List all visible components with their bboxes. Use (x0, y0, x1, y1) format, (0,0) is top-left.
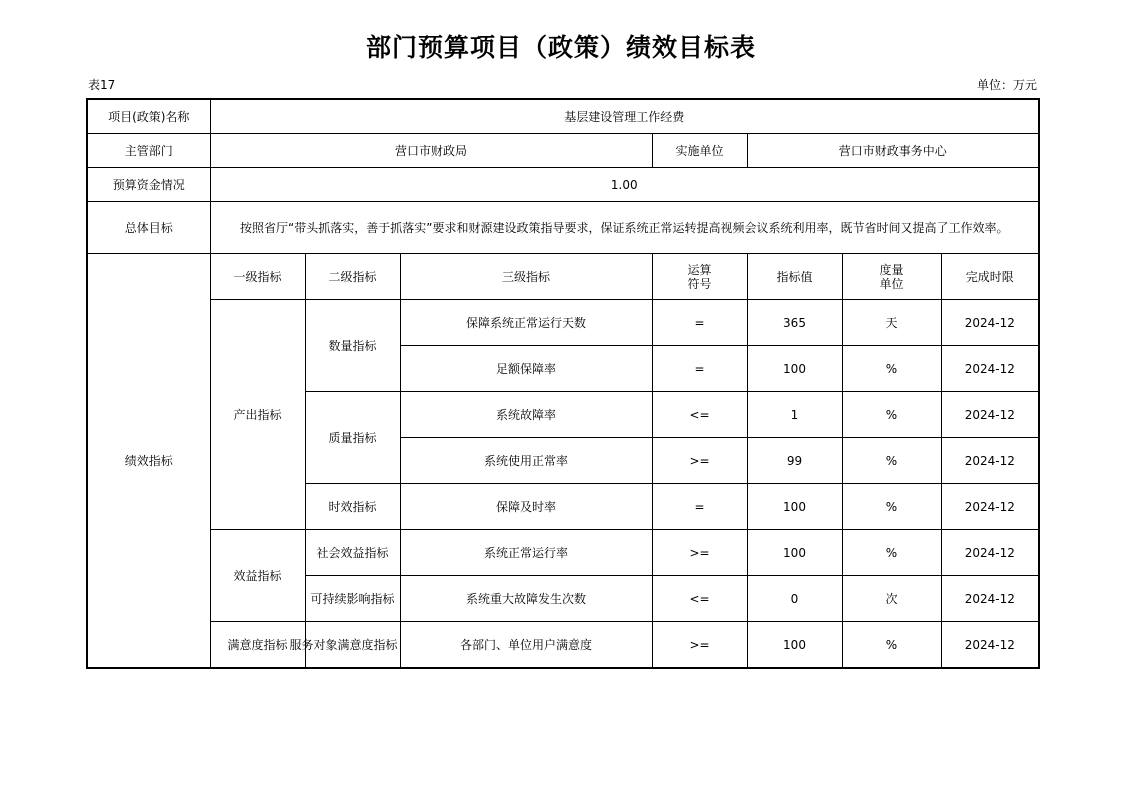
indicator-deadline: 2024-12 (941, 392, 1039, 438)
indicator-operator: >= (652, 530, 747, 576)
indicator-unit: 次 (842, 576, 941, 622)
unit-label: 单位：万元 (976, 78, 1037, 92)
header-operator-line2: 符号 (687, 276, 712, 291)
indicator-unit: % (842, 392, 941, 438)
budget-label: 预算资金情况 (87, 168, 210, 202)
level2-quality: 质量指标 (305, 392, 400, 484)
budget-value: 1.00 (210, 168, 1039, 202)
header-operator (652, 254, 747, 300)
indicator-unit: 天 (842, 300, 941, 346)
indicator-deadline: 2024-12 (941, 576, 1039, 622)
header-unit-line2: 单位 (879, 276, 904, 291)
indicator-name: 系统故障率 (400, 392, 652, 438)
header-level3: 三级指标 (400, 254, 652, 300)
indicator-value: 100 (747, 484, 842, 530)
level2-sustain: 可持续影响指标 (305, 576, 400, 622)
perf-label: 绩效指标 (87, 254, 210, 669)
indicator-deadline: 2024-12 (941, 300, 1039, 346)
level2-service (289, 622, 400, 669)
level2-service-text: 服务对象满意度指标 (289, 637, 398, 652)
level1-output: 产出指标 (210, 300, 305, 530)
budget-row (87, 168, 1039, 202)
table-row (87, 300, 1039, 346)
indicator-deadline: 2024-12 (941, 622, 1039, 669)
indicator-deadline: 2024-12 (941, 438, 1039, 484)
project-name-value: 基层建设管理工作经费 (210, 99, 1039, 134)
level2-quantity: 数量指标 (305, 300, 400, 392)
indicator-operator: >= (652, 438, 747, 484)
project-name-row (87, 99, 1039, 134)
indicator-deadline: 2024-12 (941, 484, 1039, 530)
level2-timeliness: 时效指标 (305, 484, 400, 530)
level1-satisfaction: 满意度指标 (210, 622, 305, 669)
indicator-name: 系统重大故障发生次数 (400, 576, 652, 622)
impl-unit-label: 实施单位 (652, 134, 747, 168)
indicator-unit: % (842, 438, 941, 484)
indicator-value: 100 (747, 530, 842, 576)
page-title: 部门预算项目（政策）绩效目标表 (365, 33, 756, 62)
header-unit-line1: 度量 (879, 262, 904, 277)
indicator-value: 99 (747, 438, 842, 484)
indicator-name: 系统使用正常率 (400, 438, 652, 484)
header-unit (842, 254, 941, 300)
indicator-value: 100 (747, 346, 842, 392)
department-row (87, 134, 1039, 168)
indicator-operator: = (652, 484, 747, 530)
indicator-name: 保障系统正常运行天数 (400, 300, 652, 346)
table-row (87, 622, 1039, 669)
header-level1: 一级指标 (210, 254, 305, 300)
table-row (87, 530, 1039, 576)
impl-unit-value: 营口市财政事务中心 (747, 134, 1039, 168)
indicator-operator: = (652, 346, 747, 392)
header-level2: 二级指标 (305, 254, 400, 300)
department-label: 主管部门 (87, 134, 210, 168)
project-name-label: 项目(政策)名称 (87, 99, 210, 134)
indicator-name: 各部门、单位用户满意度 (400, 622, 652, 669)
indicator-name: 系统正常运行率 (400, 530, 652, 576)
table-number: 表17 (88, 78, 116, 92)
goal-row (87, 202, 1039, 254)
department-value: 营口市财政局 (210, 134, 652, 168)
indicator-name: 足额保障率 (400, 346, 652, 392)
indicator-unit: % (842, 346, 941, 392)
indicator-value: 0 (747, 576, 842, 622)
level2-social: 社会效益指标 (305, 530, 400, 576)
indicator-value: 365 (747, 300, 842, 346)
indicator-deadline: 2024-12 (941, 530, 1039, 576)
perf-header-row (87, 254, 1039, 300)
indicator-operator: <= (652, 392, 747, 438)
header-value: 指标值 (747, 254, 842, 300)
indicator-operator: = (652, 300, 747, 346)
indicator-unit: % (842, 484, 941, 530)
header-deadline: 完成时限 (941, 254, 1039, 300)
indicator-name: 保障及时率 (400, 484, 652, 530)
indicator-value: 100 (747, 622, 842, 669)
indicator-value: 1 (747, 392, 842, 438)
indicator-unit: % (842, 530, 941, 576)
performance-table (86, 98, 1040, 669)
indicator-operator: >= (652, 622, 747, 669)
indicator-deadline: 2024-12 (941, 346, 1039, 392)
header-operator-line1: 运算 (687, 262, 712, 277)
indicator-unit: % (842, 622, 941, 669)
indicator-operator: <= (652, 576, 747, 622)
goal-label: 总体目标 (87, 202, 210, 254)
level1-benefit: 效益指标 (210, 530, 305, 622)
goal-value: 按照省厅“带头抓落实，善于抓落实”要求和财源建设政策指导要求，保证系统正常运转提高视频会议系统利用率，既节省时间又提高了工作效率。 (210, 202, 1039, 254)
